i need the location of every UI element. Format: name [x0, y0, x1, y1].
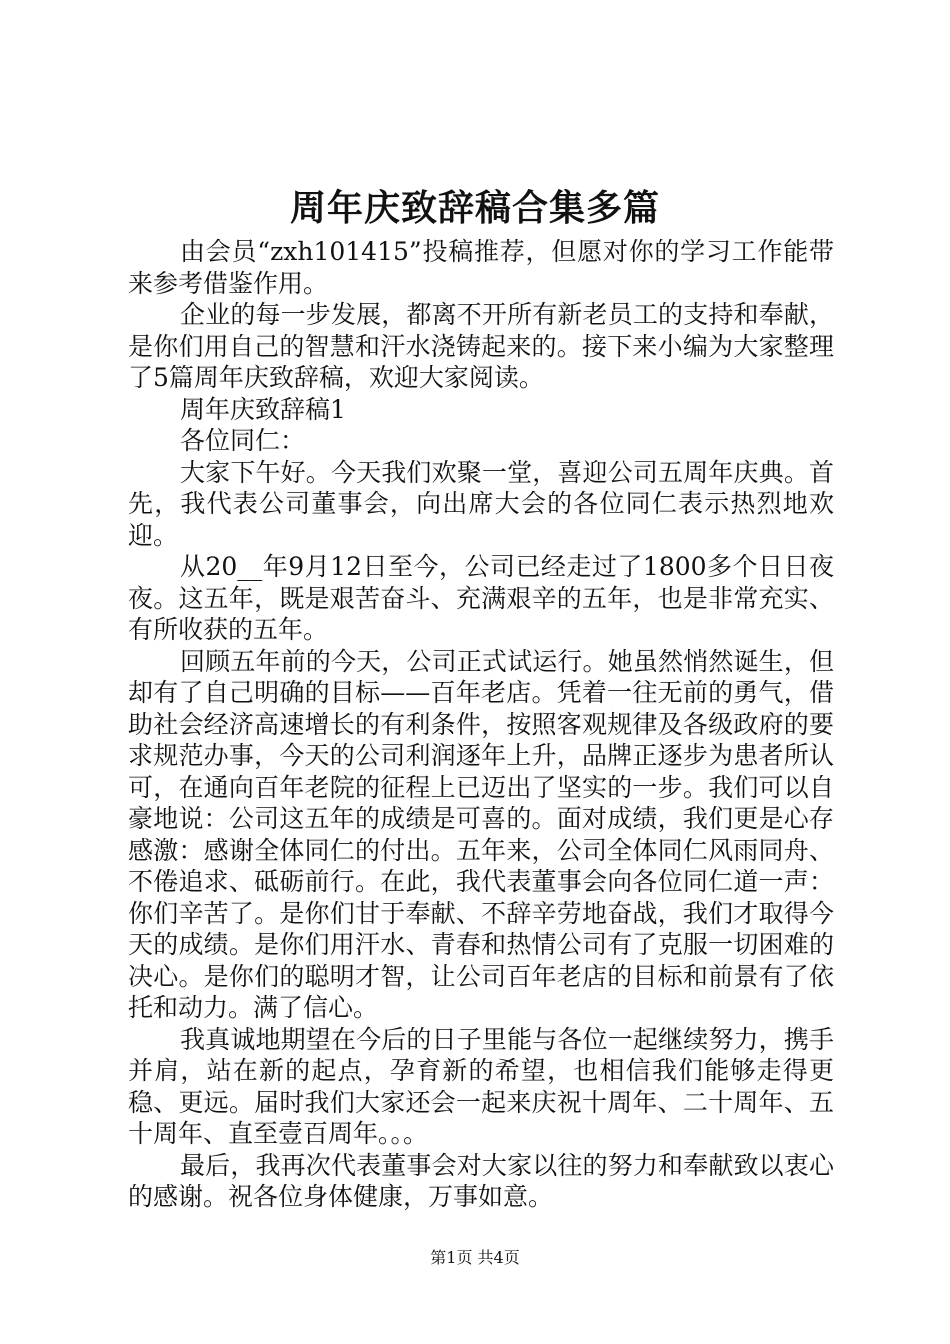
- paragraph-intro: 由会员“zxh101415”投稿推荐，但愿对你的学习工作能带来参考借鉴作用。: [128, 237, 834, 298]
- page-footer: 第1页 共4页: [430, 1248, 520, 1267]
- paragraph-closing: 最后，我再次代表董事会对大家以往的努力和奉献致以衷心的感谢。祝各位身体健康，万事如意。: [128, 1150, 834, 1211]
- salutation: 各位同仁：: [180, 426, 306, 455]
- paragraph-history: 从20__年9月12日至今，公司已经走过了1800多个日日夜夜。这五年，既是艰苦奋斗、充满艰辛的五年，也是非常充实、有所收获的五年。: [128, 552, 834, 644]
- paragraph-hope: 我真诚地期望在今后的日子里能与各位一起继续努力，携手并肩，站在新的起点，孕育新的希望，也相信我们能够走得更稳、更远。届时我们大家还会一起来庆祝十周年、二十周年、五十周年、直至壹百周年。。。: [128, 1024, 834, 1148]
- paragraph-greeting: 大家下午好。今天我们欢聚一堂，喜迎公司五周年庆典。首先，我代表公司董事会，向出席大会的各位同仁表示热烈地欢迎。: [128, 457, 834, 550]
- document-body: [128, 236, 834, 1213]
- document-title: 周年庆致辞稿合集多篇: [289, 187, 660, 229]
- paragraph-summary: 企业的每一步发展，都离不开所有新老员工的支持和奉献，是你们用自己的智慧和汗水浇铸起来的。接下来小编为大家整理了5篇周年庆致辞稿，欢迎大家阅读。: [128, 300, 834, 392]
- section-heading: 周年庆致辞稿1: [180, 394, 346, 424]
- paragraph-review: 回顾五年前的今天，公司正式试运行。她虽然悄然诞生，但却有了自己明确的目标——百年老店。凭着一往无前的勇气，借助社会经济高速增长的有利条件，按照客观规律及各级政府的要求规范办事，今天的公司利润逐年上升，品牌正逐步为患者所认可，在通向百年老院的征程上已迈出了坚实的一步。我们可以自豪地说：公司这五年的成绩是可喜的。面对成绩，我们更是心存感激：感谢全体同仁的付出。五年来，公司全体同仁风雨同舟、不倦追求、砥砺前行。在此，我代表董事会向各位同仁道一声：你们辛苦了。是你们甘于奉献、不辞辛劳地奋战，我们才取得今天的成绩。是你们用汗水、青春和热情公司有了克服一切困难的决心。是你们的聪明才智，让公司百年老店的目标和前景有了依托和动力。满了信心。: [128, 646, 834, 1022]
